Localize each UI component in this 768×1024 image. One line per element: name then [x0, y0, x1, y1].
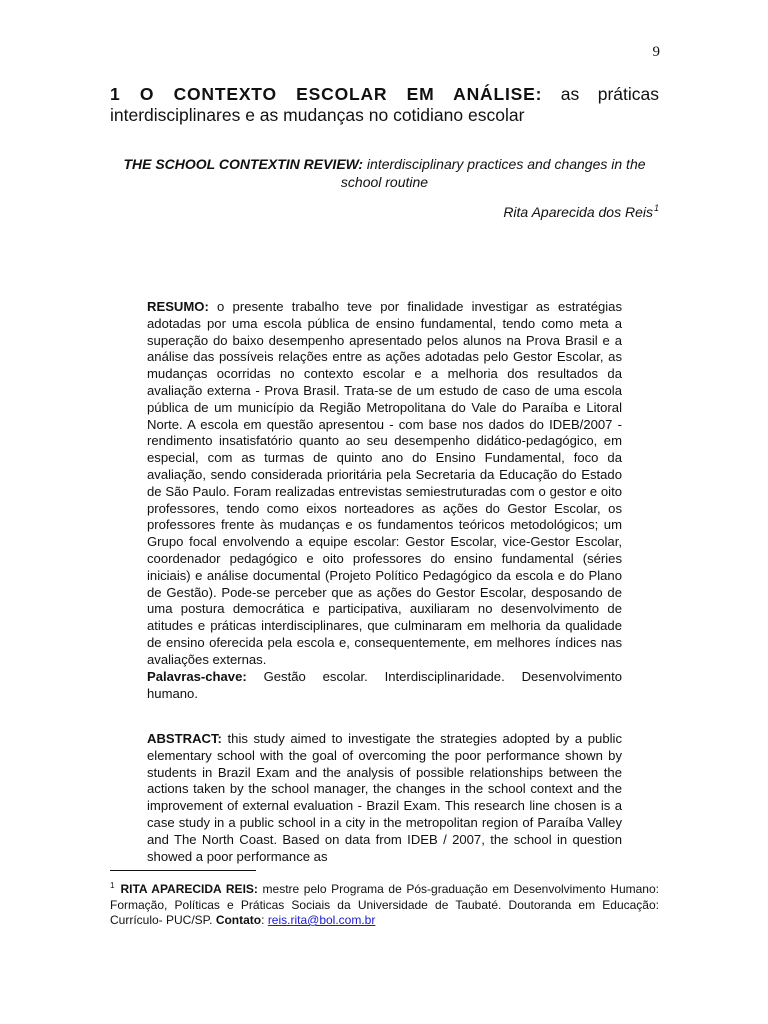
- title-subtitle: as práticas interdisciplinares e as mudanças no cotidiano escolar: [110, 84, 660, 125]
- footnote-separator: :: [261, 913, 268, 927]
- english-title-subtitle: interdisciplinary practices and changes in the school routine: [340, 156, 646, 190]
- author-line: [110, 203, 659, 220]
- author-name: Rita Aparecida dos Reis: [503, 204, 653, 220]
- footnote: [110, 878, 659, 929]
- footnote-email-link[interactable]: reis.rita@bol.com.br: [267, 913, 376, 927]
- abstract-label: ABSTRACT:: [147, 731, 222, 746]
- resumo-label: RESUMO:: [147, 299, 209, 314]
- abstract-paragraph: [147, 731, 622, 865]
- title-bold-part: 1 O CONTEXTO ESCOLAR EM ANÁLISE:: [110, 84, 543, 104]
- resumo-text: o presente trabalho teve por finalidade investigar as estratégias adotadas por uma escola pública de ensino fundamental, tendo como meta a superação do baixo desempenho apresentado pelos alunos na Prova Brasil e a análise das possíveis relações entre as ações adotadas pelo Gestor Escolar, as mudanças ocorridas no contexto escolar e a melhoria dos resultados da avaliação externa - Prova Brasil. Trata-se de um estudo de caso de uma escola pública de um município da Região Metropolitana do Vale do Paraíba e Litoral Norte. A escola em questão apresentou - com base nos dados do IDEB/2007 - rendimento insatisfatório quanto ao seu desempenho didático-pedagógico, em especial, com as turmas de quinto ano do Ensino Fundamental, foco da avaliação, sendo considerada prioritária pela Secretaria da Educação do Estado de São Paulo. Foram realizadas entrevistas semiestruturadas com o gestor e oito professores, tendo como eixos norteadores as ações do Gestor Escolar, os professores frente às mudanças e os fundamentos teóricos metodológicos; um Grupo focal envolvendo a equipe escolar: Gestor Escolar, vice-Gestor Escolar, coordenador pedagógico e oito professores do ensino fundamental (séries iniciais) e análise documental (Projeto Político Pedagógico da escola e do Plano de Gestão). Pode-se perceber que as ações do Gestor Escolar, desposando de uma postura democrática e participativa, auxiliaram no desenvolvimento de atitudes e práticas interdisciplinares, que culminaram em melhoria da qualidade de ensino oferecida pela escola e, consequentemente, em melhores índices nas avaliações externas.: [147, 299, 622, 667]
- keywords-text: Gestão escolar. Interdisciplinaridade. Desenvolvimento humano.: [147, 669, 622, 701]
- footnote-author-name: RITA APARECIDA REIS:: [120, 882, 258, 896]
- keywords-paragraph: [147, 669, 622, 703]
- english-title-bold-part: THE SCHOOL CONTEXTIN REVIEW:: [123, 156, 364, 172]
- author-footnote-mark: 1: [653, 203, 659, 213]
- resumo-paragraph: [147, 299, 622, 669]
- footnote-contact-label: Contato: [215, 913, 262, 927]
- page-number: 9: [652, 44, 660, 60]
- english-title: [110, 155, 659, 191]
- keywords-label: Palavras-chave:: [147, 669, 247, 684]
- footnote-text: mestre pelo Programa de Pós-graduação em Desenvolvimento Humano: Formação, Políticas e Práticas Sociais da Universidade de Taubaté. Doutoranda em Educação: Currículo- PUC/SP.: [110, 882, 659, 927]
- footnote-divider: [110, 870, 256, 871]
- abstract-text: this study aimed to investigate the strategies adopted by a public elementary school with the goal of overcoming the poor performance shown by students in Brazil Exam and the analysis of possible relationships between the actions taken by the school manager, the changes in the school context and the improvement of external evaluation - Brazil Exam. This research line chosen is a case study in a public school in a city in the metropolitan region of Paraíba Valley and The North Coast. Based on data from IDEB / 2007, the school in question showed a poor performance as: [147, 731, 622, 864]
- footnote-mark: 1: [110, 881, 115, 890]
- article-title: [110, 84, 659, 126]
